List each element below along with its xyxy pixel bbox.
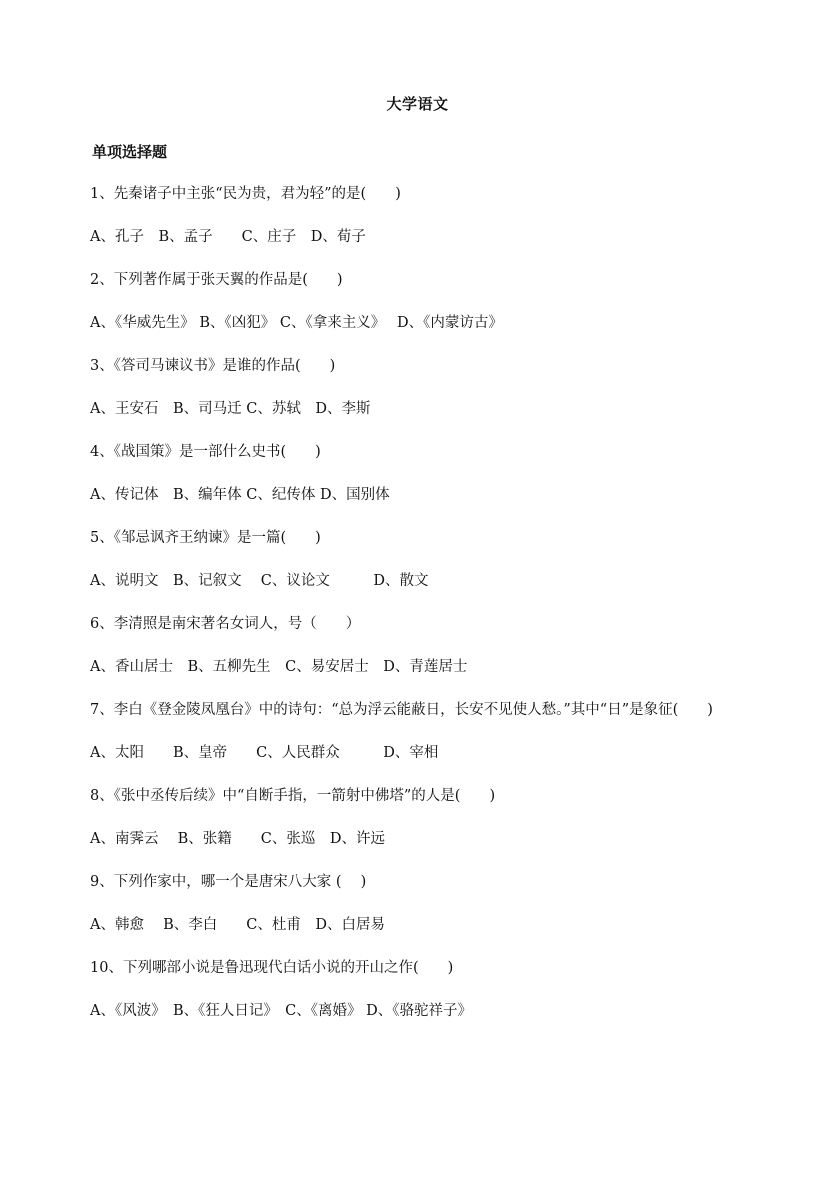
question-text: 4、《战国策》是一部什么史书( ) [90,444,321,460]
question-options: A、南霁云 B、张籍 C、张巡 D、许远 [90,831,385,847]
section-title: 单项选择题 [92,143,168,161]
question-5 [90,529,770,591]
question-text: 1、先秦诸子中主张“民为贵，君为轻”的是( ) [90,186,401,202]
question-text: 8、《张中丞传后续》中“自断手指，一箭射中佛塔”的人是( ) [90,788,496,804]
question-options: A、孔子 B、孟子 C、庄子 D、荀子 [90,229,366,245]
question-options: A、《风波》 B、《狂人日记》 C、《离婚》 D、《骆驼祥子》 [90,1003,472,1019]
question-4 [90,443,770,505]
question-text: 5、《邹忌讽齐王纳谏》是一篇( ) [90,530,321,546]
question-text: 2、下列著作属于张天翼的作品是( ) [90,272,343,288]
question-options: A、说明文 B、记叙文 C、议论文 D、散文 [90,573,429,589]
question-9 [90,873,770,935]
question-options: A、太阳 B、皇帝 C、人民群众 D、宰相 [90,745,439,761]
question-options: A、韩愈 B、李白 C、杜甫 D、白居易 [90,917,385,933]
document-title: 大学语文 [386,95,449,113]
question-text: 6、李清照是南宋著名女词人，号（ ） [90,616,361,632]
question-text: 9、下列作家中，哪一个是唐宋八大家 ( ) [90,874,367,890]
question-options: A、香山居士 B、五柳先生 C、易安居士 D、青莲居士 [90,659,468,675]
question-options: A、王安石 B、司马迁 C、苏轼 D、李斯 [90,401,371,417]
question-text: 7、李白《登金陵凤凰台》中的诗句：“总为浮云能蔽日，长安不见使人愁。”其中“日”是象征( ) [90,702,713,718]
question-7 [90,701,770,763]
question-2 [90,271,770,333]
question-options: A、传记体 B、编年体 C、纪传体 D、国别体 [90,487,390,503]
question-list [90,185,770,1045]
question-6 [90,615,770,677]
question-8 [90,787,770,849]
question-options: A、《华威先生》 B、《凶犯》 C、《拿来主义》 D、《内蒙访古》 [90,315,503,331]
question-text: 3、《答司马谏议书》是谁的作品( ) [90,358,336,374]
question-text: 10、下列哪部小说是鲁迅现代白话小说的开山之作( ) [90,960,454,976]
question-3 [90,357,770,419]
question-10 [90,959,770,1021]
question-1 [90,185,770,247]
